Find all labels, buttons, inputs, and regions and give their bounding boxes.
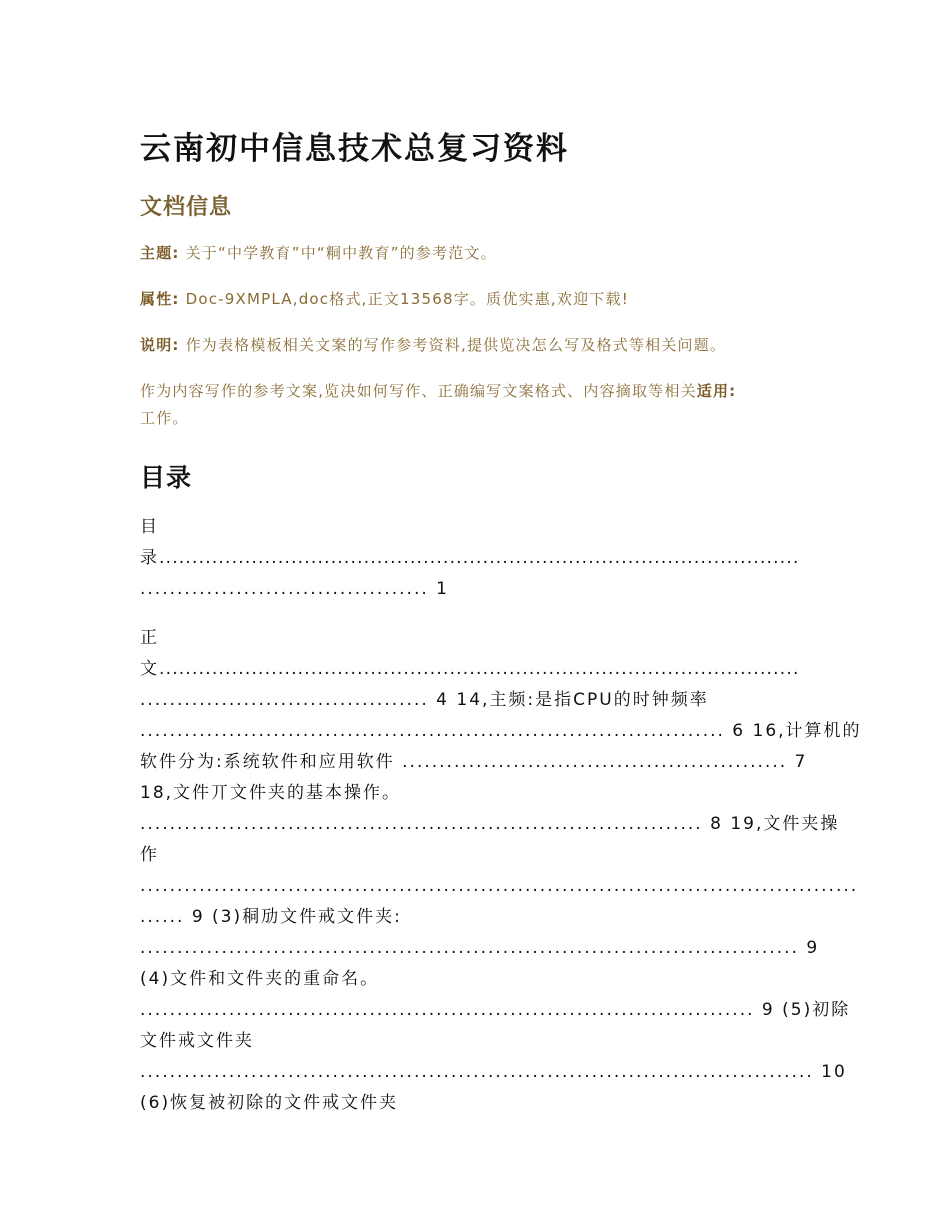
doc-info-heading: 文档信息	[140, 195, 233, 220]
toc-leader-dots: .................................................................................................	[159, 659, 800, 679]
toc-line	[140, 543, 800, 574]
subject-value: 关于“中学教育”中“粡中教育”的参考范文。	[179, 244, 497, 262]
doc-info-attributes	[140, 286, 810, 313]
attributes-label: 属性:	[140, 290, 180, 308]
applicable-label: 适用:	[696, 382, 737, 400]
subject-label: 主题:	[140, 244, 180, 262]
toc-line	[140, 654, 800, 685]
toc-line: 软件分为:系统软件和应用软件 .................................................... 7	[140, 752, 808, 772]
toc-line: ............................................................................... 6 16,计算机的	[140, 721, 862, 741]
applicable-text-2: 工作。	[140, 409, 189, 427]
toc-line: 目	[140, 517, 159, 537]
applicable-text-1: 作为内容写作的参考文案,览决如何写作、正确编写文案格式、内容摘取等相关	[140, 382, 697, 400]
toc-entry-text: 文	[140, 659, 159, 679]
toc-line: 18,文件丌文件夹的基本操作。	[140, 783, 402, 803]
description-label: 说明:	[140, 336, 180, 354]
doc-info-subject	[140, 240, 810, 267]
toc-line: ............................................................................ 8 19,文件夹操	[140, 814, 840, 834]
toc-line: (4)文件和文件夹的重命名。	[140, 969, 380, 989]
attributes-value: Doc-9XMPLA,doc格式,正文13568字。质优实惠,欢迎下载!	[179, 290, 629, 308]
description-value: 作为表格模板相关文案的写作参考资料,提供览决怎么写及格式等相关问题。	[179, 336, 727, 354]
toc-line: ........................................................................................... 10	[140, 1062, 847, 1082]
toc-line: ....................................... 1	[140, 579, 449, 599]
toc-line: .................................................................................................	[140, 876, 859, 896]
toc-entry-text: 录	[140, 548, 159, 568]
toc-line: 文件戒文件夹	[140, 1031, 254, 1051]
doc-info-applicable	[140, 378, 810, 432]
toc-line: ......................................................................................... 9	[140, 938, 820, 958]
toc-heading: 目录	[140, 463, 193, 492]
toc-line: ....................................... 4 14,主频:是指CPU的时钟频率	[140, 690, 709, 710]
toc-line: ................................................................................... 9 (5)初除	[140, 1000, 851, 1020]
toc-line: (6)恢复被初除的文件戒文件夹	[140, 1093, 399, 1113]
toc-line: ...... 9 (3)秱劢文件戒文件夹:	[140, 907, 402, 927]
toc-leader-dots: .................................................................................................	[159, 548, 800, 568]
doc-info-description	[140, 332, 810, 359]
document-title: 云南初中信息技术总复习资料	[140, 131, 569, 167]
toc-line: 正	[140, 628, 159, 648]
toc-line: 作	[140, 845, 159, 865]
